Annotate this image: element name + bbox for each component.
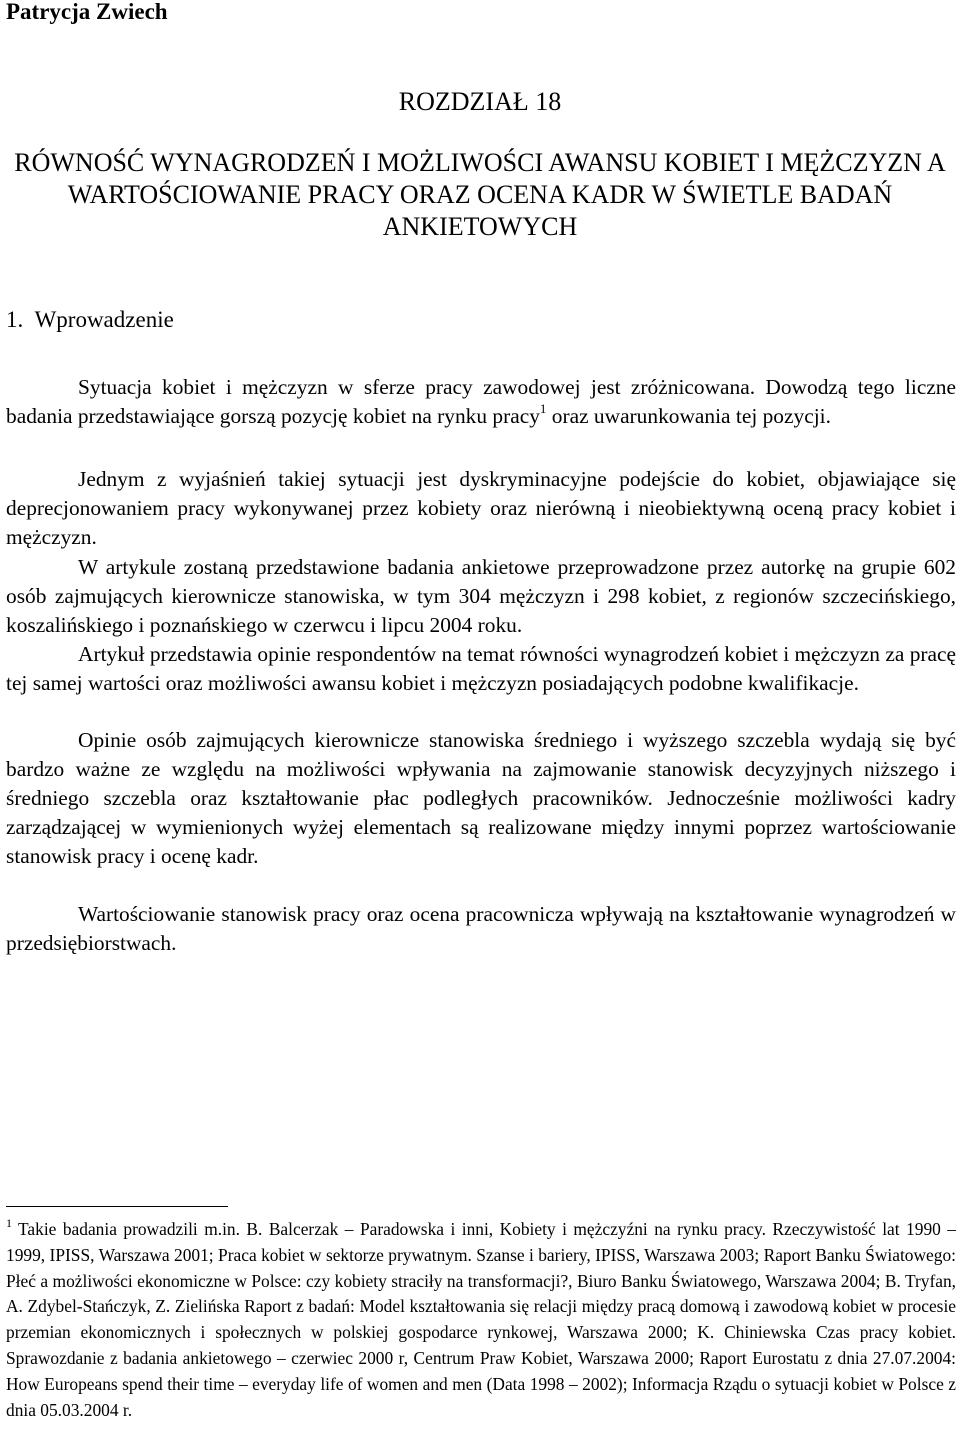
author-name: Patrycja Zwiech (6, 0, 168, 24)
chapter-title: RÓWNOŚĆ WYNAGRODZEŃ I MOŻLIWOŚCI AWANSU KOBIET I MĘŻCZYZN A WARTOŚCIOWANIE PRACY ORAZ OCENA KADR W ŚWIETLE BADAŃ ANKIETOWYCH (14, 148, 946, 241)
paragraph-intro-continuation: oraz uwarunkowania tej pozycji. (546, 404, 831, 428)
chapter-heading: ROZDZIAŁ 18 (398, 87, 562, 116)
paragraph-intro-text: Sytuacja kobiet i mężczyzn w sferze pracy zawodowej jest zróżnicowana. Dowodzą tego liczne badania przedstawiające gorszą pozycję kobiet na rynku pracy (6, 375, 956, 428)
paragraph-article-scope: Artykuł przedstawia opinie respondentów na temat równości wynagrodzeń kobiet i mężczyzn za pracę tej samej wartości oraz możliwości awansu kobiet i mężczyzn posiadających podobne kwalifikacje. (6, 642, 956, 695)
paragraph-intro (6, 373, 956, 431)
paragraph-job-evaluation: Wartościowanie stanowisk pracy oraz ocena pracownicza wpływają na kształtowanie wynagrodzeń w przedsiębiorstwach. (6, 902, 956, 955)
section-heading: 1. Wprowadzenie (6, 307, 174, 332)
footnote-separator (6, 1206, 228, 1207)
footnote (6, 1217, 956, 1423)
footnote-number: 1 (6, 1216, 12, 1230)
footnote-reference: 1 (539, 401, 547, 416)
paragraph-managers-opinions: Opinie osób zajmujących kierownicze stanowiska średniego i wyższego szczebla wydają się być bardzo ważne ze względu na możliwości wpływania na zajmowanie stanowisk decyzyjnych niższego i średniego szczebla oraz kształtowanie płac podległych pracowników. Jednocześnie możliwości kadry zarządzającej w wymienionych wyżej elementach są realizowane między innymi poprzez wartościowanie stanowisk pracy i ocenę kadr. (6, 728, 956, 868)
paragraph-survey: W artykule zostaną przedstawione badania ankietowe przeprowadzone przez autorkę na grupie 602 osób zajmujących kierownicze stanowiska, w tym 304 mężczyzn i 298 kobiet, z regionów szczecińskiego, koszalińskiego i poznańskiego w czerwcu i lipcu 2004 roku. (6, 555, 956, 637)
footnote-text: Takie badania prowadzili m.in. B. Balcerzak – Paradowska i inni, Kobiety i mężczyźni na rynku pracy. Rzeczywistość lat 1990 – 1999, IPISS, Warszawa 2001; Praca kobiet w sektorze prywatnym. Szanse i bariery, IPISS, Warszawa 2003; Raport Banku Światowego: Płeć a możliwości ekonomiczne w Polsce: czy kobiety straciły na transformacji?, Biuro Banku Światowego, Warszawa 2004; B. Tryfan, A. Zdybel-Stańczyk, Z. Zielińska Raport z badań: Model kształtowania się relacji między pracą domową i zawodową kobiet w procesie przemian ekonomicznych i społecznych w polskiej gospodarce rynkowej, Warszawa 2000; K. Chiniewska Czas pracy kobiet. Sprawozdanie z badania ankietowego – czerwiec 2000 r, Centrum Praw Kobiet, Warszawa 2000; Raport Eurostatu z dnia 27.07.2004: How Europeans spend their time – everyday life of women and men (Data 1998 – 2002); Informacja Rządu o sytuacji kobiet w Polsce z dnia 05.03.2004 r. (6, 1219, 956, 1420)
paragraph-explanation: Jednym z wyjaśnień takiej sytuacji jest dyskryminacyjne podejście do kobiet, objawiające się deprecjonowaniem pracy wykonywanej przez kobiety oraz nierówną i nieobiektywną oceną pracy kobiet i mężczyzn. (6, 467, 956, 549)
